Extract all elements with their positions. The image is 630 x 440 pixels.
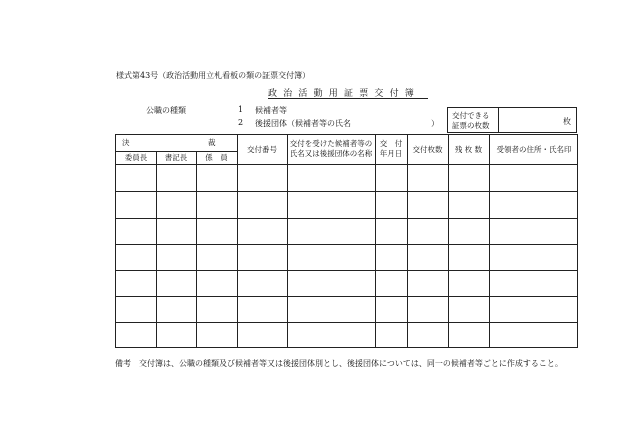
col-issue-date [375, 139, 407, 159]
col-line-clerk-end [196, 151, 197, 348]
col-issue-date-line1: 交 付 [379, 139, 403, 148]
col-line-issue-no-end [287, 135, 288, 347]
row-line-4 [116, 270, 577, 271]
office-option-1: 候補者等 [255, 106, 287, 115]
count-box-label-line2: 証票の枚数 [452, 121, 490, 130]
col-line-count-end [448, 135, 449, 347]
count-box-unit: 枚 [563, 117, 571, 126]
col-line-date-end [407, 135, 408, 347]
remarks-note: 備考 交付簿は、公職の種類及び候補者等又は後援団体別とし、後援団体については、同一の候補者等ごとに作成すること。 [115, 359, 563, 368]
office-option-2-number: 2 [238, 118, 244, 127]
decision-group-left: 決 [122, 138, 130, 147]
col-clerk: 書記長 [164, 153, 188, 162]
form-number: 様式第43号（政治活動用立札看板の類の証票交付簿） [116, 71, 311, 80]
count-box-divider [498, 108, 499, 132]
title-underline [268, 98, 428, 99]
count-box-label [452, 111, 490, 131]
issuable-count-box [447, 107, 577, 133]
row-line-6 [116, 322, 577, 323]
ledger-table [115, 134, 578, 348]
col-line-decision-end [237, 135, 238, 347]
col-line-chair-end [156, 151, 157, 348]
col-recipient-line2: 氏名又は後援団体の名称 [289, 149, 373, 158]
office-type-label: 公職の種類 [146, 106, 186, 115]
decision-group-right: 裁 [208, 138, 216, 147]
row-line-5 [116, 296, 577, 297]
col-recipient-line1: 交付を受けた候補者等の [289, 139, 373, 148]
row-line-3 [116, 244, 577, 245]
decision-group-line [116, 151, 237, 152]
office-option-2-close: ） [431, 119, 439, 128]
col-issue-date-line2: 年月日 [379, 149, 403, 158]
count-box-label-line1: 交付できる [452, 111, 490, 120]
row-line-1 [116, 191, 577, 192]
office-option-2: 後援団体（候補者等の氏名 [255, 119, 351, 128]
office-option-1-number: 1 [238, 105, 244, 114]
col-issued-count: 交付枚数 [412, 145, 443, 154]
col-recipient [287, 139, 375, 159]
col-issue-no: 交付番号 [247, 145, 277, 154]
header-row-line [116, 164, 577, 165]
page-title: 政治活動用証票交付簿 [268, 89, 421, 99]
col-chair: 委員長 [124, 153, 148, 162]
col-remaining: 残 枚 数 [454, 145, 483, 154]
col-staff: 係 員 [205, 153, 228, 162]
col-line-recipient-end [375, 135, 376, 347]
col-line-remaining-end [489, 135, 490, 347]
row-line-2 [116, 218, 577, 219]
col-receiver: 受領者の住所・氏名印 [496, 145, 572, 154]
